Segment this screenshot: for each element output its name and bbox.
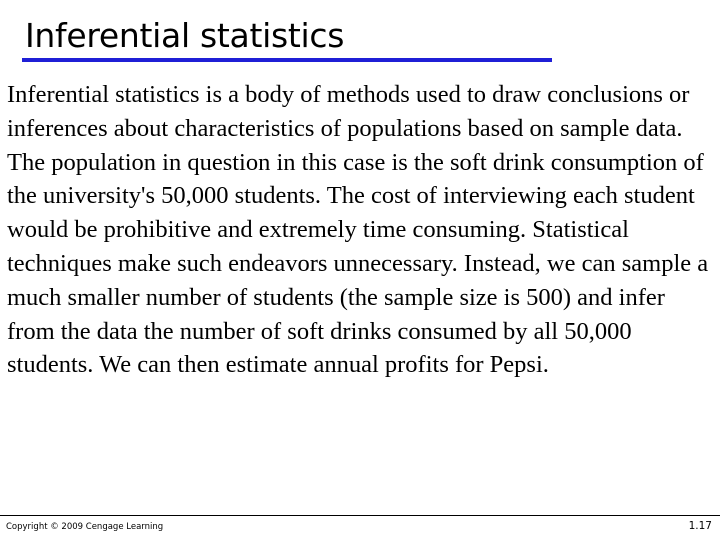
- title-underline: [22, 58, 552, 62]
- body-paragraph: Inferential statistics is a body of methods used to draw conclusions or inferences about characteristics of populations based on sample data. The population in question in this case is the soft drink consumption of the university's 50,000 students. The cost of interviewing each student would be prohibitive and extremely time consuming. Statistical techniques make such endeavors unnecessary. Instead, we can sample a much smaller number of students (the sample size is 500) and infer from the data the number of soft drinks consumed by all 50,000 students. We can then estimate annual profits for Pepsi.: [7, 81, 709, 379]
- slide-title: Inferential statistics: [25, 16, 345, 55]
- footer-divider: [0, 515, 720, 516]
- footer-copyright: Copyright © 2009 Cengage Learning: [6, 522, 164, 532]
- page-number: 1.17: [688, 520, 712, 532]
